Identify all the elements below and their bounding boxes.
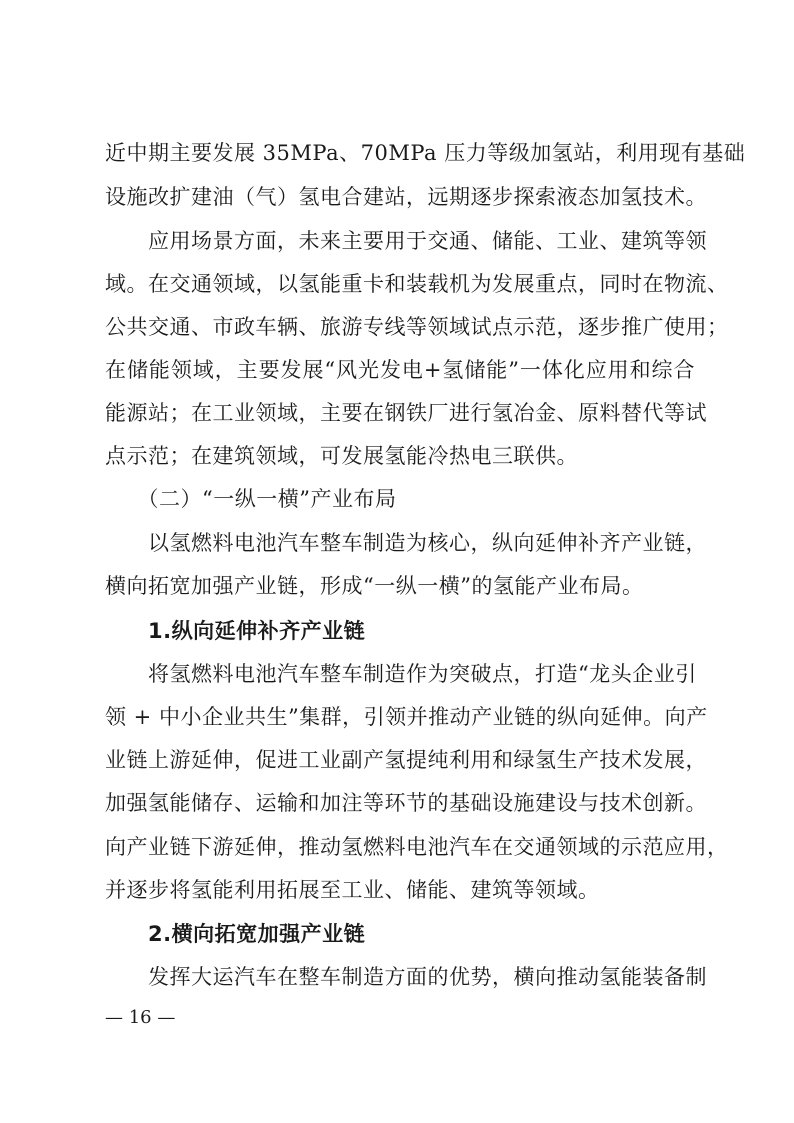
text-line: 领 + 中小企业共生”集群，引领并推动产业链的纵向延伸。向产 bbox=[105, 705, 708, 729]
text-line: 应用场景方面，未来主要用于交通、储能、工业、建筑等领 bbox=[105, 229, 707, 253]
text-line: 将氢燃料电池汽车整车制造作为突破点，打造“龙头企业引 bbox=[105, 662, 697, 686]
text-line: 发挥大运汽车在整车制造方面的优势，横向推动氢能装备制 bbox=[105, 965, 707, 989]
text-line: 公共交通、市政车辆、旅游专线等领域试点示范，逐步推广使用； bbox=[105, 315, 729, 339]
text-line: 近中期主要发展 35MPa、70MPa 压力等级加氢站，利用现有基础 bbox=[105, 141, 746, 165]
subsection-heading: 1.纵向延伸补齐产业链 bbox=[105, 619, 366, 643]
text-line: 设施改扩建油（气）氢电合建站，远期逐步探索液态加氢技术。 bbox=[105, 185, 707, 209]
text-line: 域。在交通领域，以氢能重卡和装载机为发展重点，同时在物流、 bbox=[105, 272, 729, 296]
text-line: 横向拓宽加强产业链，形成“一纵一横”的氢能产业布局。 bbox=[105, 574, 644, 598]
text-line: 在储能领域，主要发展“风光发电+氢储能”一体化应用和综合 bbox=[105, 358, 695, 382]
text-line: 以氢燃料电池汽车整车制造为核心，纵向延伸补齐产业链， bbox=[105, 531, 707, 555]
page-number: — 16 — bbox=[105, 1007, 176, 1028]
text-line: 能源站；在工业领域，主要在钢铁厂进行氢冶金、原料替代等试 bbox=[105, 401, 707, 425]
subsection-heading: 2.横向拓宽加强产业链 bbox=[105, 922, 366, 946]
text-line: 并逐步将氢能利用拓展至工业、储能、建筑等领域。 bbox=[105, 878, 600, 902]
section-heading: （二）“一纵一横”产业布局 bbox=[105, 487, 397, 511]
text-line: 业链上游延伸，促进工业副产氢提纯利用和绿氢生产技术发展， bbox=[105, 748, 707, 772]
text-line: 向产业链下游延伸，推动氢燃料电池汽车在交通领域的示范应用， bbox=[105, 835, 729, 859]
text-line: 加强氢能储存、运输和加注等环节的基础设施建设与技术创新。 bbox=[105, 791, 707, 815]
text-line: 点示范；在建筑领域，可发展氢能冷热电三联供。 bbox=[105, 444, 578, 468]
